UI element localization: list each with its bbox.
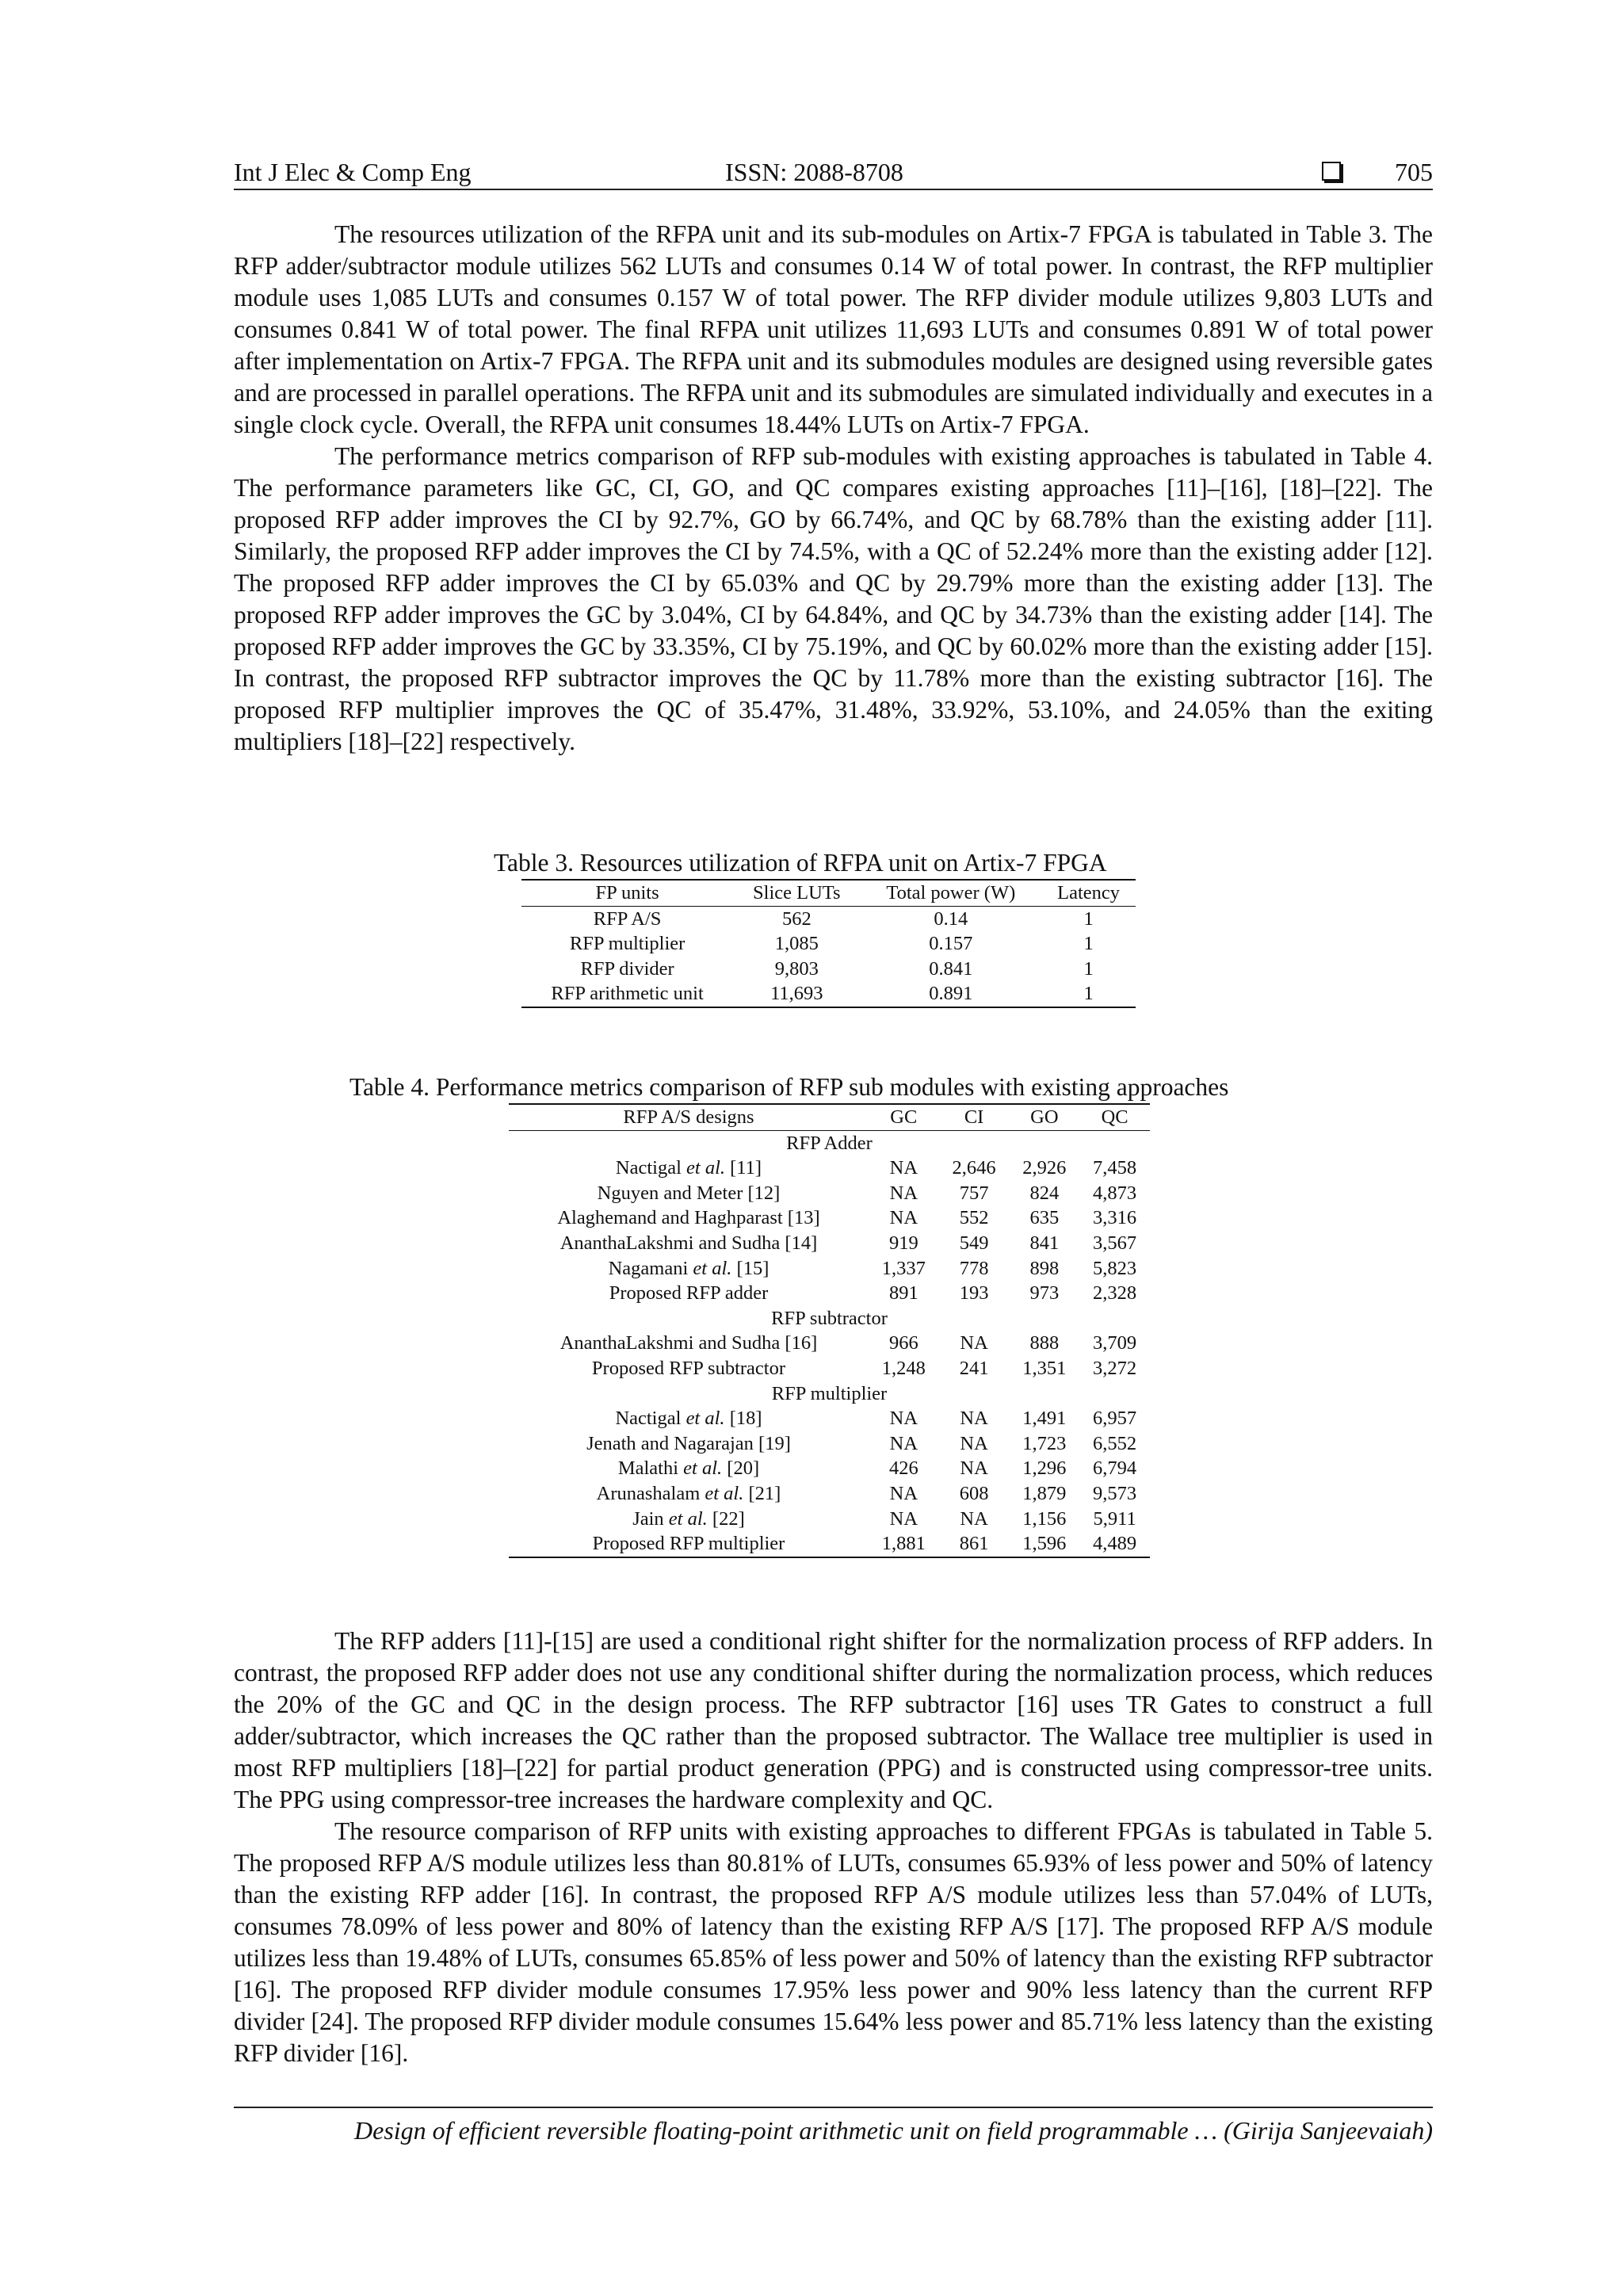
table3-caption: Table 3. Resources utilization of RFPA unit on Artix-7 FPGA <box>494 849 1107 877</box>
running-footer: Design of efficient reversible floating-point arithmetic unit on field programmable … (Girija Sanjeevaiah) <box>234 2107 1433 2149</box>
table-header-row <box>521 880 1136 906</box>
design-name-cell <box>509 1507 869 1532</box>
go-cell: 635 <box>1029 1207 1060 1229</box>
paragraph: The performance metrics comparison of RFP sub-modules with existing approaches is tabulated in Table 4. The performance parameters like GC, CI, GO, and QC compares existing approaches [11]–[16], [18]–[22]. The proposed RFP adder improves the CI by 92.7%, GO by 66.74%, and QC by 68.78% than the existing adder [11]. Similarly, the proposed RFP adder improves the CI by 74.5%, with a QC of 52.24% more than the existing adder [12]. The proposed RFP adder improves the CI by 65.03% and QC by 29.79% more than the existing adder [13]. The proposed RFP adder improves the GC by 3.04%, CI by 64.84%, and QC by 34.73% than the existing adder [14]. The proposed RFP adder improves the GC by 33.35%, CI by 75.19%, and QC by 60.02% more than the existing adder [15]. In contrast, the proposed RFP subtractor improves the QC by 11.78% more than the existing subtractor [16]. The proposed RFP multiplier improves the QC of 35.47%, 31.48%, 33.92%, 53.10%, and 24.05% than the exiting multipliers [18]–[22] respectively. <box>234 442 1433 755</box>
column-header: RFP A/S designs <box>509 1104 869 1130</box>
ci-cell: 241 <box>959 1357 989 1379</box>
ci-cell: 552 <box>959 1207 989 1229</box>
paragraph: The resources utilization of the RFPA unit and its sub-modules on Artix-7 FPGA is tabulated in Table 3. The RFP adder/subtractor module utilizes 562 LUTs and consumes 0.14 W of total power. In contrast, the RFP multiplier module uses 1,085 LUTs and consumes 0.157 W of total power. The RFP divider module utilizes 9,803 LUTs and consumes 0.841 W of total power. The final RFPA unit utilizes 11,693 LUTs and consumes 0.891 W of total power after implementation on Artix-7 FPGA. The RFPA unit and its submodules modules are designed using reversible gates and are processed in parallel operations. The RFPA unit and its submodules are simulated individually and executes in a single clock cycle. Overall, the RFPA unit consumes 18.44% LUTs on Artix-7 FPGA. <box>234 220 1433 438</box>
column-header: GO <box>1009 1104 1079 1130</box>
table-row <box>509 1156 1150 1181</box>
group-title: RFP multiplier <box>771 1382 888 1404</box>
gc-cell: NA <box>889 1157 918 1179</box>
issn: ISSN: 2088-8708 <box>725 158 903 186</box>
running-header <box>234 155 1433 190</box>
table-cell: 1 <box>1041 981 1136 1007</box>
design-name-cell <box>509 1181 869 1206</box>
qc-cell: 9,573 <box>1093 1482 1137 1504</box>
design-name-cell <box>509 1156 869 1181</box>
ci-cell: 549 <box>959 1232 989 1254</box>
design-name-cell <box>509 1231 869 1256</box>
table-row <box>509 1406 1150 1431</box>
ci-cell: 2,646 <box>952 1157 996 1179</box>
design-name-text: [20] <box>722 1457 760 1480</box>
table-row <box>509 1531 1150 1557</box>
design-name-cell <box>509 1331 869 1356</box>
ci-cell: NA <box>960 1432 988 1454</box>
table-row <box>509 1507 1150 1532</box>
ci-cell: 757 <box>959 1182 989 1204</box>
group-row <box>509 1130 1150 1156</box>
column-header: GC <box>869 1104 939 1130</box>
ci-cell: NA <box>960 1408 988 1430</box>
page-number: 705 <box>1395 158 1433 186</box>
table-row <box>509 1256 1150 1282</box>
table-row <box>509 1281 1150 1306</box>
qc-cell: 2,328 <box>1093 1282 1137 1305</box>
table-cell: 0.157 <box>929 933 973 955</box>
design-name-cell <box>509 1456 869 1481</box>
et-al-text: et al. <box>686 1157 726 1179</box>
design-name-text: [11] <box>725 1157 762 1179</box>
body-text-bottom <box>234 1626 1433 2069</box>
gc-cell: 891 <box>888 1282 918 1305</box>
table-cell: 1 <box>1083 957 1094 980</box>
paragraph: The RFP adders [11]-[15] are used a conditional right shifter for the normalization process of RFP adders. In contrast, the proposed RFP adder does not use any conditional shifter during the normalization process, which reduces the 20% of the GC and QC in the design process. The RFP subtractor [16] uses TR Gates to construct a full adder/subtractor, which increases the QC rather than the proposed subtractor. The Wallace tree multiplier is used in most RFP multipliers [18]–[22] for partial product generation (PPG) and is constructed using compressor-tree units. The PPG using compressor-tree increases the hardware complexity and QC. <box>234 1627 1433 1813</box>
go-cell: 824 <box>1029 1182 1060 1204</box>
et-al-text: et al. <box>668 1507 708 1530</box>
gc-cell: 1,248 <box>881 1357 926 1379</box>
table-row <box>521 906 1136 931</box>
column-header: Slice LUTs <box>733 880 860 906</box>
table-cell: RFP arithmetic unit <box>521 981 733 1007</box>
go-cell: 973 <box>1029 1282 1060 1305</box>
design-name-cell <box>509 1406 869 1431</box>
gc-cell: NA <box>889 1182 918 1204</box>
column-header: Latency <box>1041 880 1136 906</box>
column-header: CI <box>939 1104 1010 1130</box>
ci-cell: NA <box>960 1457 988 1480</box>
design-name-text: Nguyen and Meter [12] <box>597 1182 781 1204</box>
design-name-cell <box>509 1531 869 1557</box>
table4 <box>509 1103 1150 1558</box>
checkbox-square-icon <box>1322 162 1341 181</box>
qc-cell: 3,316 <box>1093 1207 1137 1229</box>
qc-cell: 3,709 <box>1093 1332 1137 1354</box>
qc-cell: 5,911 <box>1093 1507 1136 1530</box>
table-cell: RFP A/S <box>593 907 662 930</box>
table-cell: 9,803 <box>774 957 819 980</box>
gc-cell: NA <box>889 1432 918 1454</box>
ci-cell: 778 <box>959 1257 989 1279</box>
go-cell: 1,296 <box>1022 1457 1067 1480</box>
gc-cell: NA <box>889 1507 918 1530</box>
paragraph: The resource comparison of RFP units with existing approaches to different FPGAs is tabulated in Table 5. The proposed RFP A/S module utilizes less than 80.81% of LUTs, consumes 65.93% of less power and 50% of latency than the existing RFP adder [16]. In contrast, the proposed RFP A/S module utilizes less than 57.04% of LUTs, consumes 78.09% of less power and 80% of latency than the existing RFP A/S [17]. The proposed RFP A/S module utilizes less than 19.48% of LUTs, consumes 65.85% of less power and 50% of latency than the existing RFP subtractor [16]. The proposed RFP divider module consumes 17.95% less power and 90% less latency than the current RFP divider [24]. The proposed RFP divider module consumes 15.64% less power and 85.71% less latency than the existing RFP divider [16]. <box>234 1817 1433 2067</box>
table-row <box>509 1431 1150 1457</box>
gc-cell: 1,881 <box>869 1531 939 1557</box>
table-row <box>509 1456 1150 1481</box>
journal-name: Int J Elec & Comp Eng <box>234 158 472 186</box>
design-name-text: AnanthaLakshmi and Sudha [14] <box>559 1232 818 1254</box>
table-cell: 1,085 <box>774 933 819 955</box>
ci-cell: NA <box>960 1332 988 1354</box>
gc-cell: 919 <box>888 1232 918 1254</box>
column-header: Total power (W) <box>860 880 1041 906</box>
qc-cell: 7,458 <box>1093 1157 1137 1179</box>
table-row <box>521 931 1136 957</box>
table-cell: 1 <box>1083 907 1094 930</box>
design-name-text: [21] <box>743 1482 781 1504</box>
go-cell: 1,351 <box>1022 1357 1067 1379</box>
group-row <box>509 1306 1150 1331</box>
qc-cell: 6,552 <box>1093 1432 1137 1454</box>
design-name-cell <box>509 1205 869 1231</box>
qc-cell: 6,957 <box>1093 1408 1137 1430</box>
table-header-row <box>509 1104 1150 1130</box>
design-name-text: Proposed RFP subtractor <box>591 1357 786 1379</box>
qc-cell: 4,873 <box>1093 1182 1137 1204</box>
table-cell: RFP multiplier <box>569 933 685 955</box>
table-row <box>509 1231 1150 1256</box>
design-name-text: AnanthaLakshmi and Sudha [16] <box>559 1332 818 1354</box>
qc-cell: 4,489 <box>1079 1531 1150 1557</box>
design-name-text: [18] <box>724 1408 762 1430</box>
go-cell: 1,879 <box>1022 1482 1067 1504</box>
design-name-text: Alaghemand and Haghparast [13] <box>557 1207 820 1229</box>
go-cell: 2,926 <box>1022 1157 1067 1179</box>
table-cell: RFP divider <box>580 957 674 980</box>
qc-cell: 5,823 <box>1093 1257 1137 1279</box>
table-cell: 1 <box>1083 933 1094 955</box>
design-name-text: Jain <box>632 1507 669 1530</box>
design-name-text: Jenath and Nagarajan [19] <box>586 1432 791 1454</box>
table-body <box>509 1130 1150 1557</box>
go-cell: 1,723 <box>1022 1432 1067 1454</box>
gc-cell: 966 <box>888 1332 918 1354</box>
qc-cell: 3,567 <box>1093 1232 1137 1254</box>
go-cell: 1,156 <box>1022 1507 1067 1530</box>
ci-cell: 608 <box>959 1482 989 1504</box>
design-name-cell <box>509 1431 869 1457</box>
table-cell: 562 <box>781 907 812 930</box>
design-name-text: Proposed RFP adder <box>609 1282 769 1305</box>
design-name-cell <box>509 1481 869 1507</box>
ci-cell: 861 <box>939 1531 1010 1557</box>
table3 <box>521 879 1136 1008</box>
go-cell: 841 <box>1029 1232 1060 1254</box>
table-row <box>521 981 1136 1007</box>
group-title: RFP subtractor <box>771 1307 888 1329</box>
gc-cell: NA <box>889 1408 918 1430</box>
design-name-text: [15] <box>731 1257 769 1279</box>
table-row <box>509 1331 1150 1356</box>
qc-cell: 6,794 <box>1093 1457 1137 1480</box>
table-row <box>509 1481 1150 1507</box>
table-row <box>509 1205 1150 1231</box>
table-body <box>521 906 1136 1007</box>
table-cell: 0.891 <box>860 981 1041 1007</box>
design-name-cell <box>509 1256 869 1282</box>
table-row <box>509 1181 1150 1206</box>
go-cell: 1,596 <box>1009 1531 1079 1557</box>
design-name-text: Arunashalam <box>596 1482 705 1504</box>
table-cell: 11,693 <box>733 981 860 1007</box>
table-row <box>521 957 1136 982</box>
gc-cell: NA <box>889 1482 918 1504</box>
go-cell: 1,491 <box>1022 1408 1067 1430</box>
gc-cell: 1,337 <box>881 1257 926 1279</box>
qc-cell: 3,272 <box>1093 1357 1137 1379</box>
body-text-top <box>234 219 1433 758</box>
et-al-text: et al. <box>685 1408 725 1430</box>
go-cell: 888 <box>1029 1332 1060 1354</box>
go-cell: 898 <box>1029 1257 1060 1279</box>
column-header: FP units <box>521 880 733 906</box>
table-row <box>509 1356 1150 1381</box>
design-name-text: Nactigal <box>615 1157 687 1179</box>
gc-cell: 426 <box>888 1457 918 1480</box>
column-header: QC <box>1079 1104 1150 1130</box>
ci-cell: NA <box>960 1507 988 1530</box>
table4-caption: Table 4. Performance metrics comparison of RFP sub modules with existing approaches <box>349 1073 1229 1101</box>
design-name-cell <box>509 1281 869 1306</box>
et-al-text: et al. <box>683 1457 723 1480</box>
design-name-text: [22] <box>707 1507 745 1530</box>
design-name-text: Nagamani <box>608 1257 693 1279</box>
group-title: RFP Adder <box>786 1132 873 1154</box>
table-cell: 0.841 <box>929 957 973 980</box>
design-name-text: Proposed RFP multiplier <box>592 1533 785 1555</box>
table-cell: 0.14 <box>934 907 968 930</box>
design-name-text: Malathi <box>617 1457 684 1480</box>
et-al-text: et al. <box>693 1257 732 1279</box>
et-al-text: et al. <box>705 1482 744 1504</box>
group-row <box>509 1381 1150 1407</box>
gc-cell: NA <box>889 1207 918 1229</box>
design-name-text: Nactigal <box>615 1408 686 1430</box>
design-name-cell <box>509 1356 869 1381</box>
ci-cell: 193 <box>959 1282 989 1305</box>
